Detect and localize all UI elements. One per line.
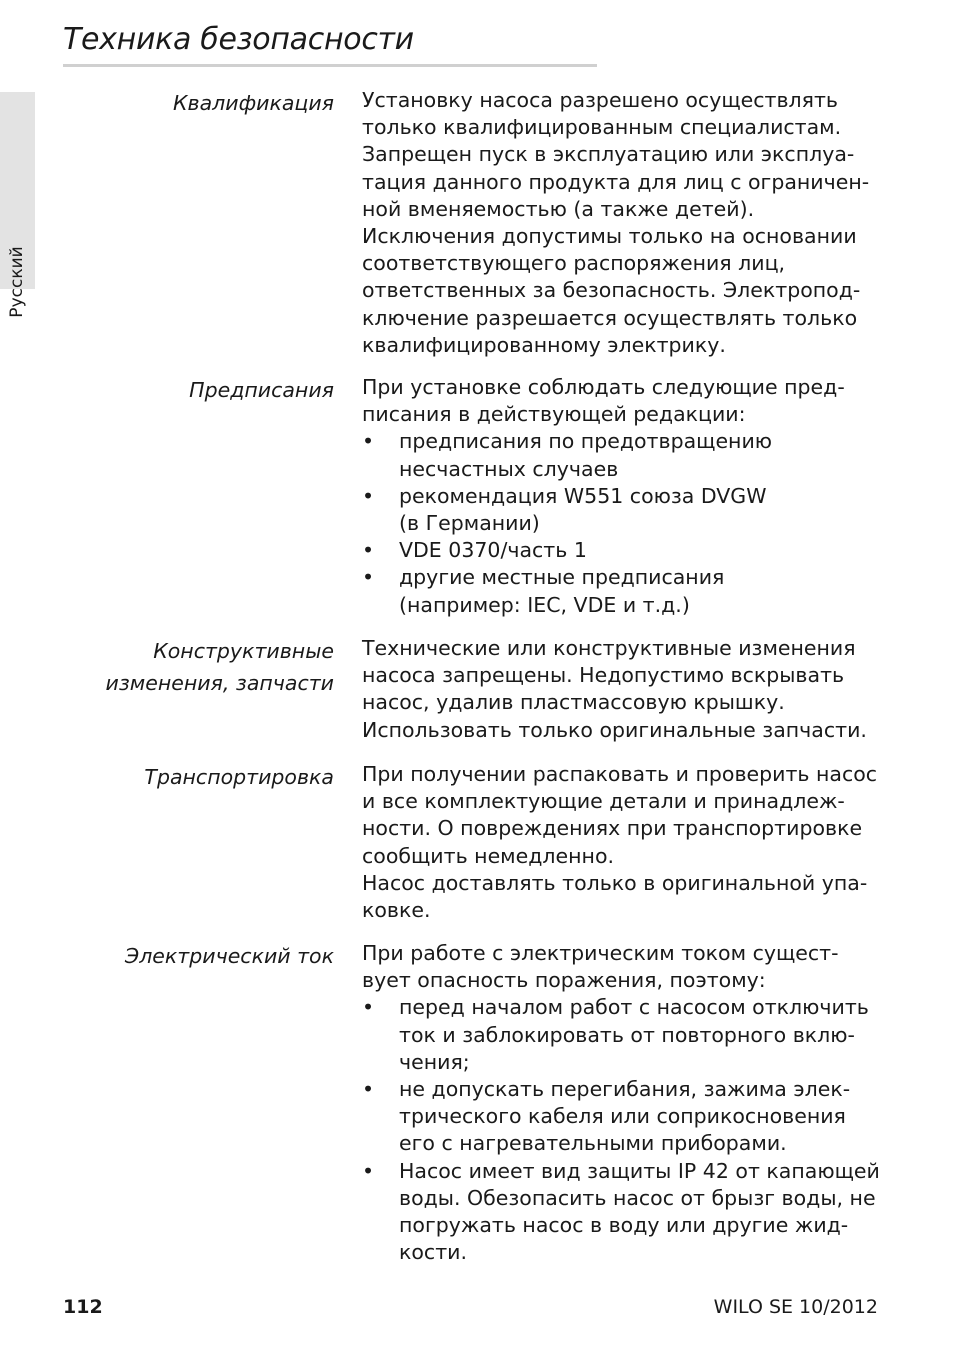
bullet-line: воды. Обезопасить насос от брызг воды, не bbox=[399, 1185, 876, 1210]
bullet-marker: • bbox=[362, 1077, 375, 1102]
section-body bbox=[362, 940, 892, 1266]
bullet-line: рекомендация W551 союза DVGW bbox=[399, 483, 767, 508]
bullet-marker: • bbox=[362, 538, 375, 563]
bullet-marker: • bbox=[362, 1158, 375, 1183]
body-line: только квалифицированным специалистам. bbox=[362, 115, 842, 140]
section-label-line: Электрический ток bbox=[124, 944, 334, 968]
language-label: Русский bbox=[7, 246, 27, 318]
bullet-marker: • bbox=[362, 565, 375, 590]
section-label-line: изменения, запчасти bbox=[105, 671, 334, 695]
section-label-line: Квалификация bbox=[172, 91, 334, 115]
bullet-line: Насос имеет вид защиты IP 42 от капающей bbox=[399, 1158, 880, 1183]
body-line: При работе с электрическим током сущест- bbox=[362, 941, 839, 965]
page-number: 112 bbox=[63, 1296, 103, 1318]
footer-publisher: WILO SE 10/2012 bbox=[713, 1296, 878, 1318]
section-label bbox=[106, 635, 334, 699]
page-title: Техника безопасности bbox=[63, 22, 414, 57]
body-line: насоса запрещены. Недопустимо вскрывать bbox=[362, 663, 845, 688]
body-line: Использовать только оригинальные запчасти. bbox=[362, 717, 867, 742]
body-line: Исключения допустимы только на основании bbox=[362, 224, 857, 249]
bullet-line: его с нагревательными приборами. bbox=[399, 1131, 787, 1156]
bullet-line: несчастных случаев bbox=[399, 456, 619, 481]
section-body bbox=[362, 761, 892, 924]
body-line: Запрещен пуск в эксплуатацию или эксплуа- bbox=[362, 142, 855, 167]
bullet-line: другие местные предписания bbox=[399, 565, 725, 590]
language-tab bbox=[0, 92, 35, 318]
bullet-item bbox=[362, 537, 892, 564]
body-line: соответствующего распоряжения лиц, bbox=[362, 251, 786, 276]
body-line: квалифицированному электрику. bbox=[362, 332, 726, 357]
bullet-item bbox=[362, 994, 892, 1076]
body-line: писания в действующей редакции: bbox=[362, 402, 746, 427]
body-line: ключение разрешается осуществлять только bbox=[362, 305, 858, 330]
bullet-line: (в Германии) bbox=[399, 511, 540, 536]
bullet-line: VDE 0370/часть 1 bbox=[399, 538, 587, 563]
body-line: Технические или конструктивные изменения bbox=[362, 636, 856, 660]
bullet-line: предписания по предотвращению bbox=[399, 429, 773, 454]
bullet-item bbox=[362, 1076, 892, 1158]
bullet-line: не допускать перегибания, зажима элек- bbox=[399, 1077, 851, 1102]
body-line: ной вменяемостью (а также детей). bbox=[362, 196, 755, 221]
section-body bbox=[362, 87, 892, 359]
section-label-line: Транспортировка bbox=[144, 765, 334, 789]
bullet-item bbox=[362, 428, 892, 482]
bullet-line: погружать насос в воду или другие жид- bbox=[399, 1213, 849, 1238]
section-label bbox=[173, 87, 334, 119]
section-label-line: Конструктивные bbox=[153, 639, 334, 663]
bullet-marker: • bbox=[362, 483, 375, 508]
bullet-item bbox=[362, 1158, 892, 1267]
body-line: Насос доставлять только в оригинальной упа- bbox=[362, 870, 868, 895]
body-line: При получении распаковать и проверить насос bbox=[362, 762, 878, 786]
body-line: вует опасность поражения, поэтому: bbox=[362, 968, 766, 993]
section-body bbox=[362, 635, 892, 744]
bullet-line: (например: IEC, VDE и т.д.) bbox=[399, 592, 690, 617]
section-label bbox=[125, 940, 334, 972]
body-line: ковке. bbox=[362, 898, 431, 923]
body-line: сообщить немедленно. bbox=[362, 843, 615, 868]
bullet-item bbox=[362, 564, 892, 618]
bullet-line: ток и заблокировать от повторного вклю- bbox=[399, 1022, 855, 1047]
section-body bbox=[362, 374, 892, 619]
bullet-line: кости. bbox=[399, 1240, 467, 1265]
body-line: ности. О повреждениях при транспортировке bbox=[362, 816, 863, 841]
title-underline bbox=[63, 64, 597, 67]
bullet-line: чения; bbox=[399, 1049, 470, 1074]
bullet-marker: • bbox=[362, 995, 375, 1020]
section-label-line: Предписания bbox=[189, 378, 334, 402]
body-line: и все комплектующие детали и принадлеж- bbox=[362, 789, 845, 814]
bullet-item bbox=[362, 483, 892, 537]
bullet-marker: • bbox=[362, 429, 375, 454]
section-label bbox=[144, 761, 334, 793]
body-line: Установку насоса разрешено осуществлять bbox=[362, 88, 839, 112]
body-line: При установке соблюдать следующие пред- bbox=[362, 375, 845, 399]
body-line: ответственных за безопасность. Электропод- bbox=[362, 278, 861, 303]
bullet-line: трического кабеля или соприкосновения bbox=[399, 1104, 846, 1129]
section-label bbox=[189, 374, 334, 406]
body-line: тация данного продукта для лиц с ограничен- bbox=[362, 169, 870, 194]
bullet-line: перед началом работ с насосом отключить bbox=[399, 995, 869, 1020]
body-line: насос, удалив пластмассовую крышку. bbox=[362, 690, 785, 715]
